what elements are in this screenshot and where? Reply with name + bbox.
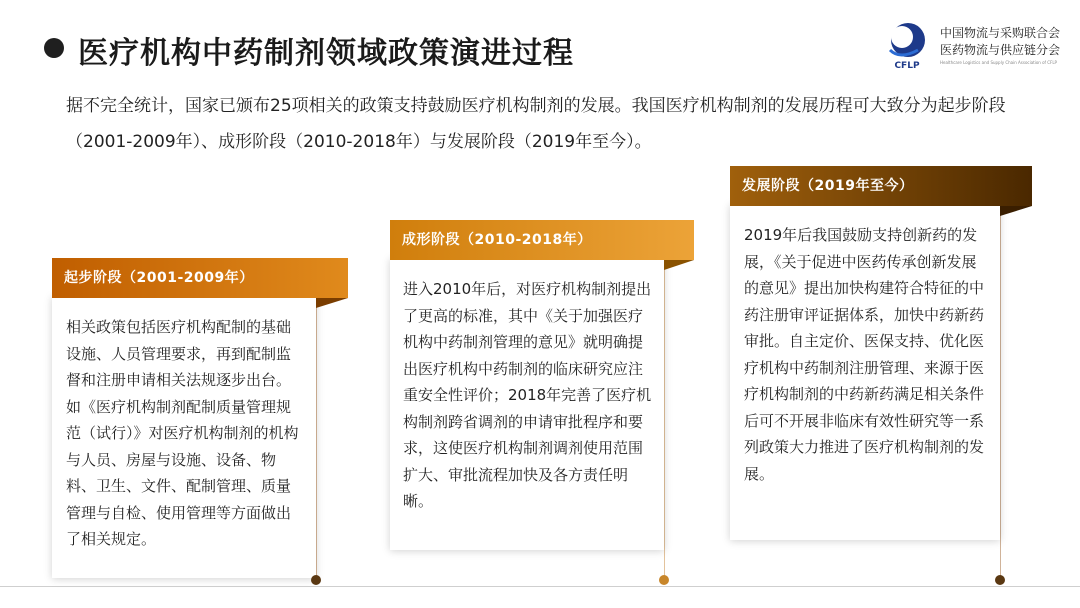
- logo-brand: CFLP: [894, 61, 920, 70]
- stage-1-timeline-dot: [311, 575, 321, 585]
- stage-3-timeline-dot: [995, 575, 1005, 585]
- stage-3-fold: [1000, 206, 1032, 216]
- stage-1-fold: [316, 298, 348, 308]
- logo-org-line1: 中国物流与采购联合会: [940, 26, 1061, 40]
- page-title: 医疗机构中药制剂领域政策演进过程: [78, 36, 574, 71]
- logo-english-subline: Healthcare Logistics and Supply Chain Association of CFLP: [940, 60, 1057, 65]
- stage-2-fold: [664, 260, 694, 270]
- timeline-baseline: [0, 586, 1080, 587]
- cflp-logo: [884, 20, 1064, 70]
- stage-2-connector: [664, 258, 665, 578]
- stage-2-timeline-dot: [659, 575, 669, 585]
- intro-paragraph: 据不完全统计，国家已颁布25项相关的政策支持鼓励医疗机构制剂的发展。我国医疗机构制剂的发展历程可大致分为起步阶段（2001-2009年）、成形阶段（2010-2018年）与发展阶段（2019年至今）。: [66, 96, 1006, 152]
- stage-2-text: 进入2010年后，对医疗机构制剂提出了更高的标准，其中《关于加强医疗机构中药制剂管理的意见》就明确提出医疗机构中药制剂的临床研究应注重安全性评价；2018年完善了医疗机构制剂跨省调剂的申请审批程序和要求，这使医疗机构制剂调剂使用范围扩大、审批流程加快及各方责任明晰。: [403, 280, 652, 510]
- stage-3-text: 2019年后我国鼓励支持创新药的发展，《关于促进中医药传承创新发展的意见》提出加快构建符合特征的中药注册审评证据体系，加快中药新药审批。自主定价、医保支持、优化医疗机构中药制剂注册管理、来源于医疗机构制剂的中药新药满足相关条件后可不开展非临床有效性研究等一系列政策大力推进了医疗机构制剂的发展。: [744, 226, 985, 483]
- title-bullet-icon: [44, 38, 64, 58]
- stage-3-connector: [1000, 204, 1001, 578]
- stage-3-label: 发展阶段（2019年至今）: [730, 166, 1032, 206]
- stage-1-connector: [316, 296, 317, 578]
- stage-2-label: 成形阶段（2010-2018年）: [390, 220, 694, 260]
- cflp-logo-icon: [884, 20, 930, 70]
- stage-1-text: 相关政策包括医疗机构配制的基础设施、人员管理要求，再到配制监督和注册申请相关法规逐步出台。如《医疗机构制剂配制质量管理规范（试行）》对医疗机构制剂的机构与人员、房屋与设施、设备、物料、卫生、文件、配制管理、质量管理与自检、使用管理等方面做出了相关规定。: [66, 318, 299, 548]
- logo-org-line2: 医药物流与供应链分会: [940, 43, 1061, 57]
- stage-1-label: 起步阶段（2001-2009年）: [52, 258, 348, 298]
